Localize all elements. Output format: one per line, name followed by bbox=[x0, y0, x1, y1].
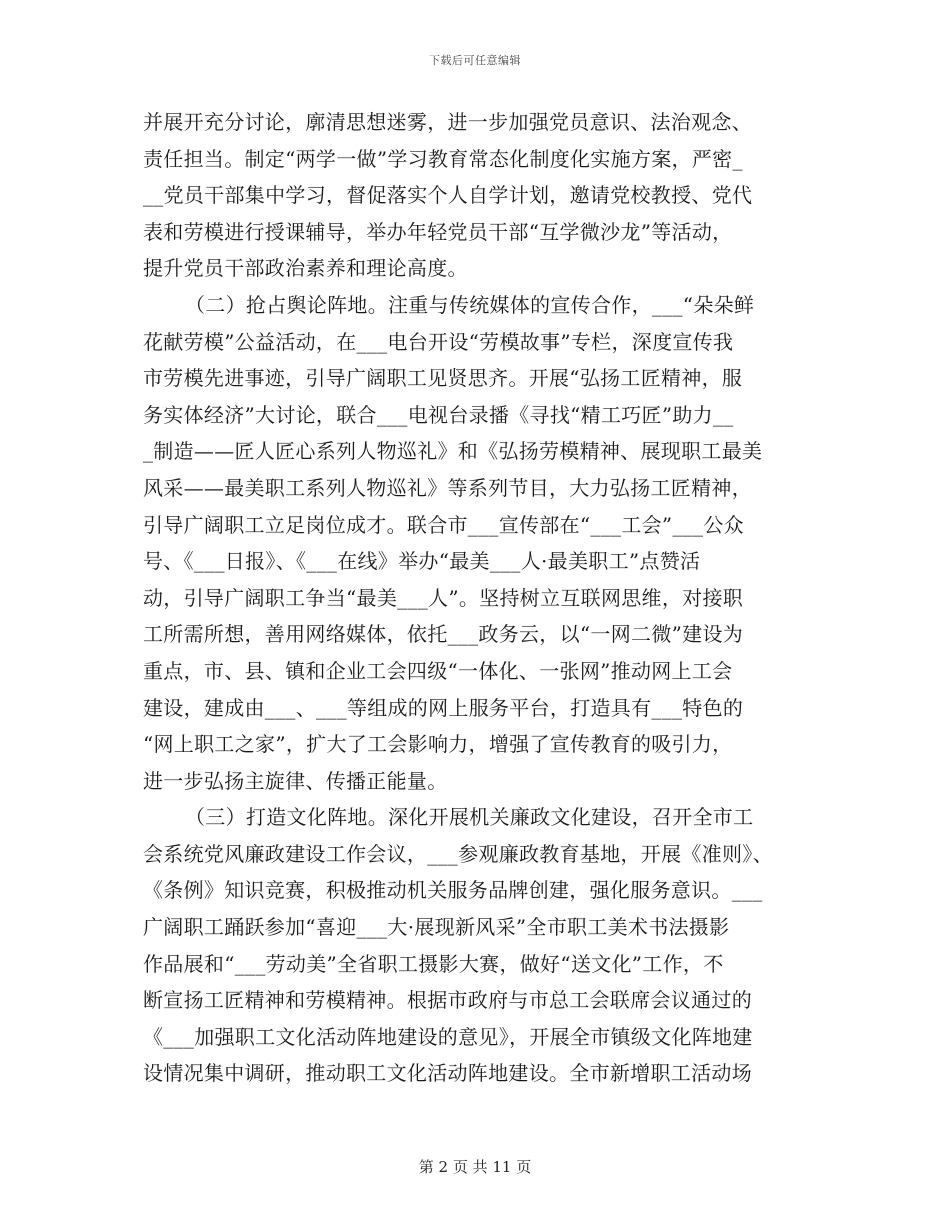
section-3-heading-line: （三）打造文化阵地。深化开展机关廉政文化建设，召开全市工 bbox=[185, 805, 754, 830]
text-line: 市劳模先进事迹，引导广阔职工见贤思齐。开展“弘扬工匠精神，服 bbox=[143, 366, 743, 391]
text-line: 《___加强职工文化活动阵地建设的意见》，开展全市镇级文化阵地建 bbox=[143, 1024, 753, 1049]
text-line: 引导广阔职工立足岗位成才。联合市___宣传部在“___工会”___公众 bbox=[143, 512, 744, 537]
text-line: 断宣扬工匠精神和劳模精神。根据市政府与市总工会联席会议通过的 bbox=[143, 988, 752, 1013]
text-line: 《条例》知识竞赛，积极推动机关服务品牌创建，强化服务意识。___ bbox=[143, 878, 763, 903]
text-line: 工所需所想，善用网络媒体，依托___政务云，以“一网二微”建设为 bbox=[143, 622, 744, 647]
text-line: _制造——匠人匠心系列人物巡礼》和《弘扬劳模精神、展现职工最美 bbox=[143, 439, 763, 464]
text-line: 进一步弘扬主旋律、传播正能量。 bbox=[143, 768, 448, 793]
text-line: 花献劳模”公益活动，在___电台开设“劳模故事”专栏，深度宣传我 bbox=[143, 329, 734, 354]
text-line: 设情况集中调研，推动职工文化活动阵地建设。全市新增职工活动场 bbox=[143, 1061, 752, 1086]
page-number: 第 2 页 共 11 页 bbox=[418, 1158, 532, 1176]
text-line: 表和劳模进行授课辅导，举办年轻党员干部“互学微沙龙”等活动， bbox=[143, 219, 733, 244]
text-line: 会系统党风廉政建设工作会议，___参观廉政教育基地，开展《准则》、 bbox=[143, 841, 773, 866]
text-line: 并展开充分讨论，廓清思想迷雾，进一步加强党员意识、法治观念、 bbox=[143, 110, 752, 134]
text-line: 作品展和“___劳动美”全省职工摄影大赛，做好“送文化”工作，不 bbox=[143, 951, 724, 976]
page-header-note: 下载后可任意编辑 bbox=[429, 54, 521, 67]
section-2-heading-line: （二）抢占舆论阵地。注重与传统媒体的宣传合作，___“朵朵鲜 bbox=[185, 292, 755, 317]
text-line: 重点，市、县、镇和企业工会四级“一体化、一张网”推动网上工会 bbox=[143, 658, 733, 683]
text-line: 提升党员干部政治素养和理论高度。 bbox=[143, 256, 468, 281]
text-line: 务实体经济”大讨论，联合___电视台录播《寻找“精工巧匠”助力__ bbox=[143, 402, 734, 427]
text-line: “网上职工之家”，扩大了工会影响力，增强了宣传教育的吸引力， bbox=[143, 732, 733, 757]
text-line: 责任担当。制定“两学一做”学习教育常态化制度化实施方案，严密_ bbox=[143, 146, 743, 171]
text-line: 风采——最美职工系列人物巡礼》等系列节目，大力弘扬工匠精神， bbox=[143, 475, 752, 500]
document-body bbox=[143, 104, 823, 1092]
text-line: __党员干部集中学习，督促落实个人自学计划，邀请党校教授、党代 bbox=[143, 183, 753, 208]
text-line: 建设，建成由___、___等组成的网上服务平台，打造具有___特色的 bbox=[143, 695, 744, 720]
text-line: 广阔职工踊跃参加“喜迎___大·展现新风采”全市职工美术书法摄影 bbox=[143, 915, 730, 940]
text-line: 动，引导广阔职工争当“最美___人”。坚持树立互联网思维，对接职 bbox=[143, 585, 744, 610]
text-line: 号、《___日报》、《___在线》举办“最美___人·最美职工”点赞活 bbox=[143, 549, 701, 574]
